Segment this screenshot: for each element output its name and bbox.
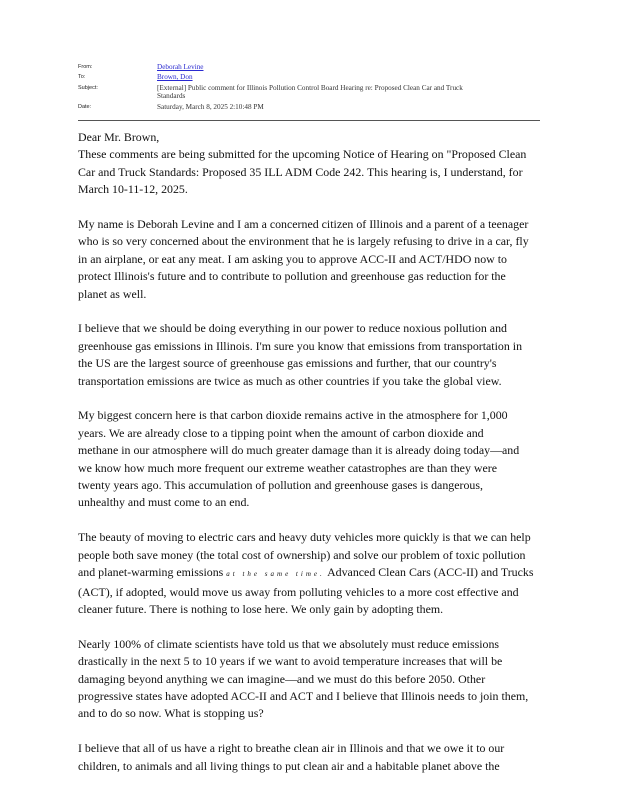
to-recipient-link[interactable]: Brown, Don: [157, 73, 193, 81]
paragraph-4-line: methane in our atmosphere will do much greater damage than it is already doing today—and: [78, 443, 520, 458]
paragraph-3-line: I believe that we should be doing everything in our power to reduce noxious pollution and: [78, 321, 507, 336]
paragraph-3-line: the US are the largest source of greenhouse gas emissions and further, that our country's: [78, 356, 497, 371]
paragraph-1-line: These comments are being submitted for the upcoming Notice of Hearing on "Proposed Clean: [78, 147, 527, 162]
paragraph-gap: [78, 618, 540, 635]
paragraph-gap: [78, 390, 540, 407]
from-sender-link[interactable]: Deborah Levine: [157, 63, 204, 71]
paragraph-5-line: The beauty of moving to electric cars and heavy duty vehicles more quickly is that we can help: [78, 530, 531, 545]
paragraph-3-line: greenhouse gas emissions in Illinois. I'm sure you know that emissions from transportation in: [78, 338, 523, 353]
paragraph-2-line: who is so very concerned about the environment that he is largely refusing to drive in a car, fly: [78, 234, 529, 249]
paragraph-7-line: I believe that all of us have a right to breathe clean air in Illinois and that we owe it to our: [78, 741, 505, 756]
paragraph-6-line: Nearly 100% of climate scientists have told us that we absolutely must reduce emissions: [78, 636, 500, 651]
paragraph-6-line: and to do so now. What is stopping us?: [78, 706, 264, 721]
date-label: Date:: [78, 104, 92, 110]
paragraph-4-line: twenty years ago. This accumulation of pollution and greenhouse gases is dangerous,: [78, 478, 483, 493]
to-label: To:: [78, 74, 86, 80]
paragraph-4-line: unhealthy and must come to an end.: [78, 495, 250, 510]
paragraph-6-line: damaging beyond anything we can imagine—and we must do this before 2050. Other: [78, 671, 486, 686]
subject-line-1: [External] Public comment for Illinois Pollution Control Board Hearing re: Proposed Clean Car and Truck: [157, 84, 463, 92]
paragraph-3-line: transportation emissions are twice as much as other countries if you take the global view.: [78, 373, 502, 388]
letter-body: [78, 129, 540, 775]
p5-italic-phrase: at the same time.: [226, 570, 325, 579]
paragraph-5-line: [78, 564, 540, 583]
paragraph-gap: [78, 303, 540, 320]
p5-text-c: Advanced Clean Cars (ACC-II) and Trucks: [327, 565, 534, 580]
paragraph-4-line: My biggest concern here is that carbon dioxide remains active in the atmosphere for 1,000: [78, 408, 508, 423]
paragraph-6-line: progressive states have adopted ACC-II and ACT and I believe that Illinois needs to join them,: [78, 688, 529, 703]
subject-label: Subject:: [78, 85, 98, 91]
paragraph-5-line: (ACT), if adopted, would move us away from polluting vehicles to a more cost effective and: [78, 584, 519, 599]
paragraph-2-line: protect Illinois's future and to contribute to pollution and greenhouse gas reduction for the: [78, 269, 506, 284]
paragraph-2-line: My name is Deborah Levine and I am a concerned citizen of Illinois and a parent of a teenager: [78, 217, 529, 232]
paragraph-5-line: cleaner future. There is nothing to lose here. We only gain by adopting them.: [78, 601, 444, 616]
paragraph-gap: [78, 199, 540, 216]
paragraph-2-line: in an airplane, or eat any meat. I am asking you to approve ACC-II and ACT/HDO now to: [78, 251, 507, 266]
paragraph-gap: [78, 512, 540, 529]
paragraph-4-line: we know how much more frequent our extreme weather catastrophes are than they were: [78, 460, 497, 475]
header-divider: [78, 120, 540, 121]
paragraph-4-line: years. We are already close to a tipping point when the amount of carbon dioxide and: [78, 425, 484, 440]
p5-text-a: and planet-warming emissions: [78, 565, 224, 580]
date-value: Saturday, March 8, 2025 2:10:48 PM: [157, 103, 264, 111]
salutation: Dear Mr. Brown,: [78, 130, 160, 144]
paragraph-1-line: March 10-11-12, 2025.: [78, 182, 188, 197]
paragraph-7-line: children, to animals and all living things to put clean air and a habitable planet above the: [78, 758, 500, 773]
paragraph-2-line: planet as well.: [78, 286, 147, 301]
subject-line-2: Standards: [157, 92, 186, 101]
from-label: From:: [78, 64, 93, 70]
subject-value: [157, 84, 517, 101]
paragraph-1-line: Car and Truck Standards: Proposed 35 ILL ADM Code 242. This hearing is, I understand, for: [78, 164, 523, 179]
paragraph-6-line: drastically in the next 5 to 10 years if we want to avoid temperature increases that will be: [78, 654, 503, 669]
paragraph-gap: [78, 723, 540, 740]
paragraph-5-line: people both save money (the total cost of ownership) and solve our problem of toxic pollution: [78, 547, 526, 562]
